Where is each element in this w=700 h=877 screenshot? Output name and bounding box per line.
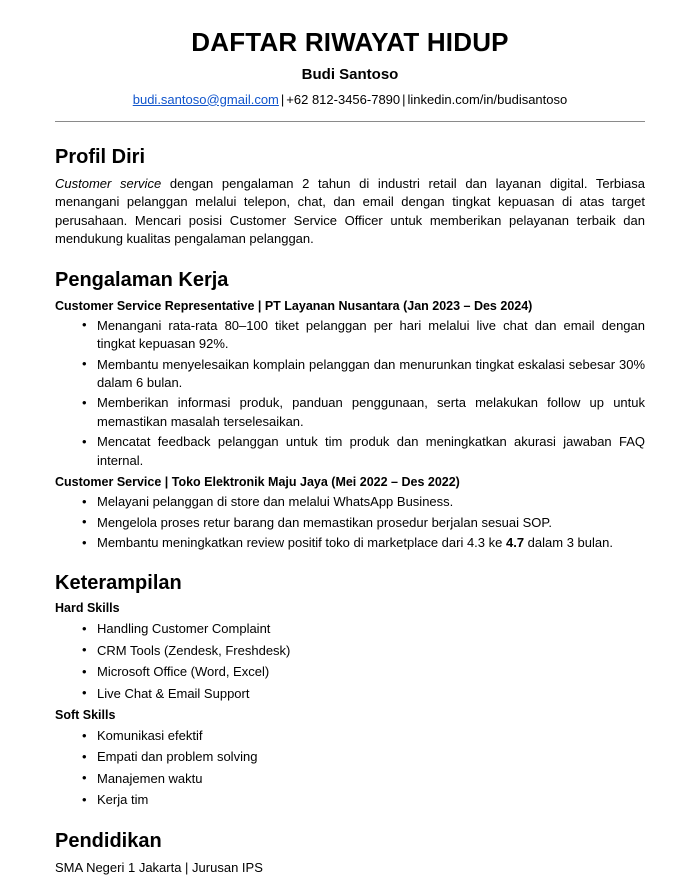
cv-header bbox=[55, 0, 645, 122]
section-keterampilan bbox=[55, 552, 645, 809]
list-item: • CRM Tools (Zendesk, Freshdesk) bbox=[55, 642, 645, 660]
list-item: • Membantu menyelesaikan komplain pelanggan dan menurunkan tingkat eskalasi sebesar 30% dalam 6 bulan. bbox=[55, 356, 645, 393]
list-item: • Memberikan informasi produk, panduan penggunaan, serta melakukan follow up untuk memastikan masalah terselesaikan. bbox=[55, 394, 645, 431]
list-item: • Live Chat & Email Support bbox=[55, 685, 645, 703]
candidate-name: Budi Santoso bbox=[301, 65, 399, 83]
job-bullet-list bbox=[55, 317, 645, 471]
page-title: DAFTAR RIWAYAT HIDUP bbox=[191, 27, 509, 57]
list-item: • Empati dan problem solving bbox=[55, 748, 645, 766]
job-header: Customer Service | Toko Elektronik Maju Jaya (Mei 2022 – Des 2022) bbox=[55, 475, 460, 490]
list-item: • Manajemen waktu bbox=[55, 770, 645, 788]
email-link[interactable]: budi.santoso@gmail.com bbox=[132, 91, 279, 107]
list-item: • Microsoft Office (Word, Excel) bbox=[55, 663, 645, 681]
section-profil-diri bbox=[55, 122, 645, 249]
bullet-text-post: dalam 3 bulan. bbox=[524, 535, 613, 551]
section-heading-profil-diri: Profil Diri bbox=[55, 145, 146, 168]
list-item: • Menangani rata-rata 80–100 tiket pelanggan per hari melalui live chat dan email dengan tingkat kepuasan 92%. bbox=[55, 317, 645, 354]
list-item: • Melayani pelanggan di store dan melalui WhatsApp Business. bbox=[55, 493, 645, 511]
profile-body: dengan pengalaman 2 tahun di industri retail dan layanan digital. Terbiasa menangani pelanggan melalui telepon, chat, dan email dengan tingkat kepuasan di atas target perusahaan. Mencari posisi Customer Service Officer untuk memberikan pelayanan terbaik dan mendukung kualitas pengalaman pelanggan. bbox=[55, 175, 645, 247]
bullet-highlight-rating: 4.7 bbox=[505, 535, 525, 551]
section-heading-pengalaman-kerja: Pengalaman Kerja bbox=[55, 268, 229, 291]
education-entry: SMA Negeri 1 Jakarta | Jurusan IPS bbox=[55, 859, 263, 875]
job-bullet-list bbox=[55, 493, 645, 552]
contact-line bbox=[55, 84, 645, 108]
contact-separator-1: | bbox=[280, 91, 285, 107]
bullet-text-pre: Membantu meningkatkan review positif toko di marketplace dari 4.3 ke bbox=[97, 535, 506, 551]
list-item: • Mengelola proses retur barang dan memastikan prosedur berjalan sesuai SOP. bbox=[55, 514, 645, 532]
hard-skills-list bbox=[55, 620, 645, 703]
profile-lead-italic: Customer service bbox=[55, 175, 162, 191]
list-item: • Handling Customer Complaint bbox=[55, 620, 645, 638]
section-heading-keterampilan: Keterampilan bbox=[55, 572, 182, 595]
section-heading-pendidikan: Pendidikan bbox=[55, 829, 162, 852]
linkedin-text: linkedin.com/in/budisantoso bbox=[407, 91, 568, 107]
list-item: • Kerja tim bbox=[55, 791, 645, 809]
section-pengalaman-kerja bbox=[55, 249, 645, 553]
list-item bbox=[55, 534, 645, 552]
job-header: Customer Service Representative | PT Layanan Nusantara (Jan 2023 – Des 2024) bbox=[55, 298, 533, 313]
list-item: • Komunikasi efektif bbox=[55, 727, 645, 745]
soft-skills-list bbox=[55, 727, 645, 810]
phone-text: +62 812-3456-7890 bbox=[286, 91, 401, 107]
subheading-hard-skills: Hard Skills bbox=[55, 601, 120, 616]
contact-separator-2: | bbox=[402, 91, 406, 107]
list-item: • Mencatat feedback pelanggan untuk tim produk dan meningkatkan akurasi jawaban FAQ internal. bbox=[55, 433, 645, 470]
section-pendidikan bbox=[55, 810, 645, 877]
profile-summary-text bbox=[55, 170, 645, 249]
subheading-soft-skills: Soft Skills bbox=[55, 708, 116, 723]
